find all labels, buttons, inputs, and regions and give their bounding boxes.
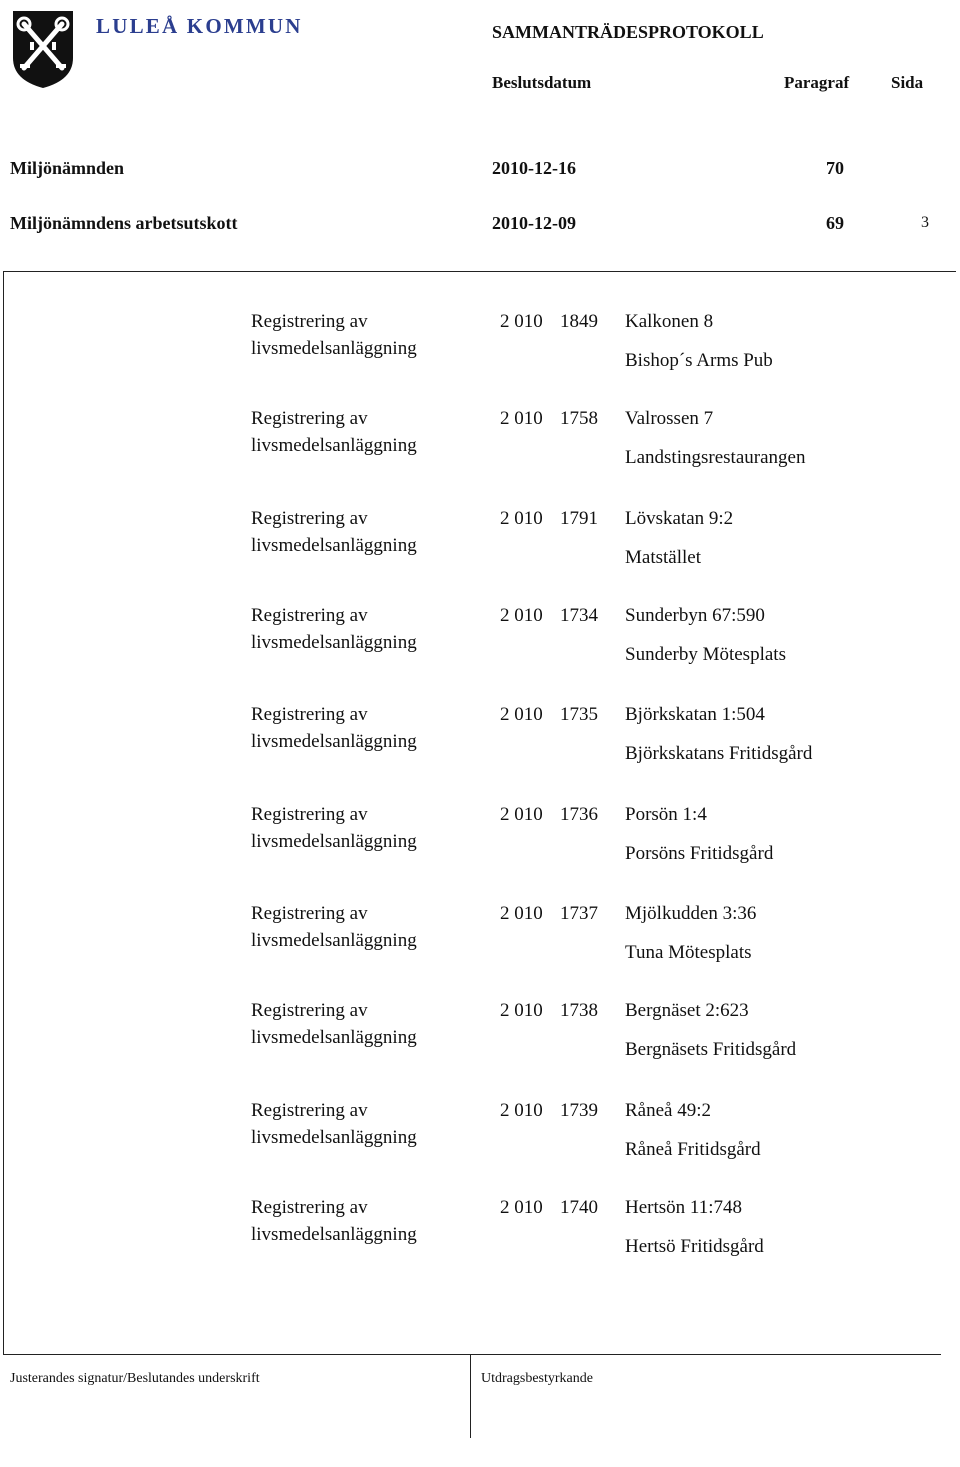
- list-item: [0, 1194, 960, 1284]
- item-year: 2 010: [500, 903, 543, 924]
- item-number: 1758: [560, 408, 598, 429]
- item-property: Bergnäset 2:623: [625, 1000, 749, 1021]
- list-item: [0, 900, 960, 990]
- item-place: Matstället: [625, 547, 701, 568]
- item-place: Sunderby Mötesplats: [625, 644, 786, 665]
- item-number: 1849: [560, 311, 598, 332]
- item-place: Hertsö Fritidsgård: [625, 1236, 764, 1257]
- item-year: 2 010: [500, 1000, 543, 1021]
- item-title: Registrering av livsmedelsanläggning: [251, 903, 417, 951]
- footer-divider: [3, 1354, 941, 1355]
- list-item: [0, 701, 960, 791]
- item-year: 2 010: [500, 508, 543, 529]
- item-property: Kalkonen 8: [625, 311, 714, 332]
- item-place: Bishop´s Arms Pub: [625, 350, 773, 371]
- item-title: Registrering av livsmedelsanläggning: [251, 408, 417, 456]
- item-year: 2 010: [500, 605, 543, 626]
- item-title: Registrering av livsmedelsanläggning: [251, 1100, 417, 1148]
- item-title: Registrering av livsmedelsanläggning: [251, 804, 417, 852]
- item-place: Björkskatans Fritidsgård: [625, 743, 813, 764]
- coat-of-arms-icon: [10, 8, 76, 90]
- item-property: Sunderbyn 67:590: [625, 605, 765, 626]
- item-number: 1791: [560, 508, 598, 529]
- item-title: Registrering av livsmedelsanläggning: [251, 704, 417, 752]
- item-place: Råneå Fritidsgård: [625, 1139, 761, 1160]
- paragraph-label: Paragraf: [784, 73, 850, 92]
- item-year: 2 010: [500, 1197, 543, 1218]
- item-title: Registrering av livsmedelsanläggning: [251, 508, 417, 556]
- item-title: Registrering av livsmedelsanläggning: [251, 605, 417, 653]
- list-item: [0, 505, 960, 595]
- item-year: 2 010: [500, 804, 543, 825]
- meeting-date: 2010-12-09: [492, 213, 576, 233]
- item-number: 1738: [560, 1000, 598, 1021]
- meeting-row: [0, 213, 960, 237]
- item-title: Registrering av livsmedelsanläggning: [251, 1000, 417, 1048]
- list-item: [0, 308, 960, 398]
- meeting-paragraph: 70: [826, 158, 844, 178]
- meeting-name: Miljönämndens arbetsutskott: [10, 213, 238, 233]
- meeting-name: Miljönämnden: [10, 158, 125, 178]
- meeting-row: [0, 158, 960, 182]
- item-title: Registrering av livsmedelsanläggning: [251, 311, 417, 359]
- item-number: 1735: [560, 704, 598, 725]
- meeting-paragraph: 69: [826, 213, 844, 233]
- list-item: [0, 405, 960, 495]
- list-item: [0, 997, 960, 1087]
- item-property: Lövskatan 9:2: [625, 508, 734, 529]
- item-property: Mjölkudden 3:36: [625, 903, 757, 924]
- certification-field-label: Utdragsbestyrkande: [481, 1371, 593, 1386]
- item-year: 2 010: [500, 1100, 543, 1121]
- item-number: 1736: [560, 804, 598, 825]
- item-year: 2 010: [500, 704, 543, 725]
- organization-name: LULEÅ KOMMUN: [96, 14, 303, 38]
- item-number: 1734: [560, 605, 598, 626]
- list-item: [0, 602, 960, 692]
- item-property: Hertsön 11:748: [625, 1197, 742, 1218]
- item-property: Valrossen 7: [625, 408, 714, 429]
- item-property: Porsön 1:4: [625, 804, 707, 825]
- item-year: 2 010: [500, 408, 543, 429]
- page-number: 3: [921, 214, 929, 231]
- item-year: 2 010: [500, 311, 543, 332]
- item-number: 1740: [560, 1197, 598, 1218]
- meeting-date: 2010-12-16: [492, 158, 576, 178]
- item-title: Registrering av livsmedelsanläggning: [251, 1197, 417, 1245]
- item-place: Tuna Mötesplats: [625, 942, 752, 963]
- item-number: 1739: [560, 1100, 598, 1121]
- footer-column-divider: [470, 1354, 471, 1438]
- item-number: 1737: [560, 903, 598, 924]
- document-type: SAMMANTRÄDESPROTOKOLL: [492, 22, 764, 42]
- list-item: [0, 801, 960, 891]
- decision-date-label: Beslutsdatum: [492, 73, 592, 92]
- item-property: Råneå 49:2: [625, 1100, 712, 1121]
- signature-field-label: Justerandes signatur/Beslutandes underskrift: [10, 1371, 260, 1386]
- page-label: Sida: [891, 73, 924, 92]
- item-place: Porsöns Fritidsgård: [625, 843, 774, 864]
- item-place: Landstingsrestaurangen: [625, 447, 806, 468]
- list-item: [0, 1097, 960, 1187]
- item-property: Björkskatan 1:504: [625, 704, 765, 725]
- item-place: Bergnäsets Fritidsgård: [625, 1039, 797, 1060]
